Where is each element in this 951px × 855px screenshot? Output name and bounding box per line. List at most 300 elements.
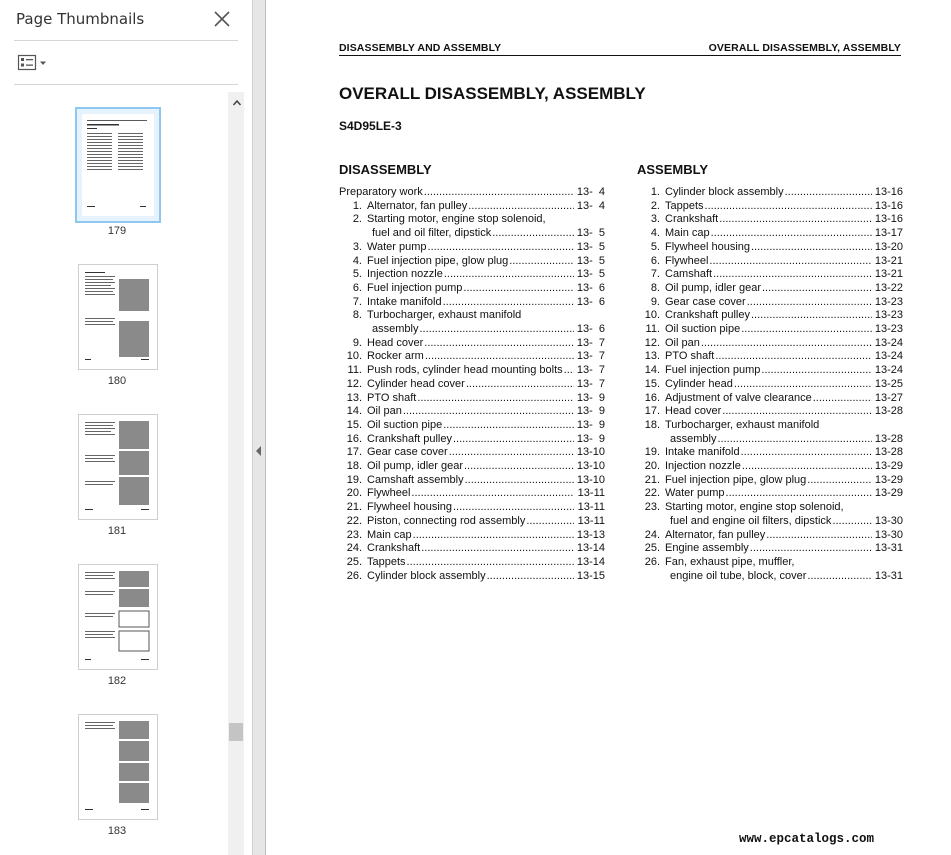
- toc-entry: [339, 296, 605, 310]
- toc-entry: [339, 542, 605, 556]
- toc-entry-label: Crankshaft: [367, 542, 421, 555]
- toc-entry: [637, 515, 903, 529]
- toc-entry: [637, 487, 903, 501]
- toc-page-ref: 13-29: [874, 473, 903, 486]
- toc-entry-label: engine oil tube, block, cover: [670, 569, 807, 582]
- toc-entry-label: Head cover: [367, 336, 424, 349]
- toc-leader-dots: [807, 474, 872, 488]
- toc-entry-label: Fuel injection pump: [367, 281, 463, 294]
- thumbnail-page-number: 179: [107, 225, 127, 237]
- toc-leader-dots: [751, 309, 872, 323]
- toc-page-ref: 13- 7: [576, 364, 605, 377]
- toc-entry-number: 7.: [650, 268, 660, 281]
- toc-entry-label: Oil pump, idler gear: [665, 281, 761, 294]
- toc-entry-label: Main cap: [665, 227, 710, 240]
- toc-entry-label: Head cover: [665, 405, 722, 418]
- disassembly-list: [339, 186, 605, 583]
- panel-divider: [14, 84, 238, 85]
- toc-leader-dots: [411, 487, 574, 501]
- toc-entry: [637, 227, 903, 241]
- toc-entry-label: Alternator, fan pulley: [665, 528, 766, 541]
- toc-entry: [339, 255, 605, 269]
- toc-leader-dots: [463, 282, 574, 296]
- toc-page-ref: 13-16: [874, 186, 903, 198]
- toc-leader-dots: [487, 570, 574, 584]
- toc-entry-label: Starting motor, engine stop solenoid,: [665, 501, 844, 514]
- toc-entry-label: Fuel injection pump: [665, 364, 761, 377]
- toc-entry-label: Injection nozzle: [665, 460, 741, 473]
- toc-entry-label: Oil suction pipe: [665, 323, 741, 336]
- toc-leader-dots: [813, 392, 872, 406]
- model-subtitle: S4D95LE-3: [339, 119, 402, 133]
- toc-entry-number: 13.: [644, 350, 660, 363]
- toc-leader-dots: [417, 392, 574, 406]
- toc-leader-dots: [719, 213, 872, 227]
- thumbnail-page-preview: [82, 114, 154, 216]
- page-thumbnail[interactable]: [78, 564, 158, 670]
- toc-page-ref: 13- 5: [576, 268, 605, 281]
- toc-leader-dots: [747, 296, 872, 310]
- toc-page-ref: 13-10: [576, 446, 605, 459]
- toc-entry-label: Piston, connecting rod assembly: [367, 514, 526, 527]
- toc-entry-number: 21.: [346, 501, 362, 514]
- toc-page-ref: 13- 6: [576, 295, 605, 308]
- toc-page-ref: 13-15: [576, 569, 605, 582]
- toc-entry-number: 20.: [346, 487, 362, 500]
- toc-entry: [339, 419, 605, 433]
- toc-page-ref: 13-20: [874, 240, 903, 253]
- toc-entry-label: Turbocharger, exhaust manifold: [665, 418, 820, 431]
- toc-page-ref: 13-14: [576, 542, 605, 555]
- toc-entry: [637, 213, 903, 227]
- toc-leader-dots: [407, 556, 574, 570]
- toc-entry-label: Flywheel: [665, 254, 709, 267]
- collapse-panel-icon[interactable]: [254, 444, 264, 458]
- toc-leader-dots: [741, 323, 872, 337]
- toc-entry: [637, 364, 903, 378]
- toc-entry: [339, 350, 605, 364]
- toc-entry-label: fuel and engine oil filters, dipstick: [670, 514, 832, 527]
- toc-leader-dots: [509, 255, 574, 269]
- toc-leader-dots: [564, 364, 574, 378]
- toc-page-ref: 13- 9: [576, 405, 605, 418]
- toc-entry: [637, 186, 903, 200]
- toc-page-ref: 13- 9: [576, 391, 605, 404]
- toc-entry-number: 19.: [644, 446, 660, 459]
- toc-entry: [637, 556, 903, 570]
- toc-entry-number: 10.: [644, 309, 660, 322]
- toc-entry-number: 5.: [352, 268, 362, 281]
- page-thumbnail[interactable]: [75, 107, 161, 223]
- scroll-up-icon[interactable]: [232, 95, 242, 105]
- toc-entry: [339, 405, 605, 419]
- toc-entry: [637, 255, 903, 269]
- toc-leader-dots: [807, 570, 872, 584]
- toc-entry: [637, 419, 903, 433]
- running-header-left: DISASSEMBLY AND ASSEMBLY: [339, 42, 502, 54]
- toc-entry-label: Oil pump, idler gear: [367, 460, 463, 473]
- toc-entry: [339, 501, 605, 515]
- toc-entry: [637, 392, 903, 406]
- toc-leader-dots: [413, 529, 574, 543]
- toc-page-ref: 13- 9: [576, 418, 605, 431]
- toc-entry: [637, 200, 903, 214]
- toc-leader-dots: [734, 378, 872, 392]
- toc-entry-number: 18.: [346, 460, 362, 473]
- toc-leader-dots: [726, 487, 872, 501]
- panel-title: Page Thumbnails: [16, 10, 145, 28]
- toc-entry-number: 23.: [644, 501, 660, 514]
- footer-watermark: www.epcatalogs.com: [739, 832, 875, 846]
- toc-entry: [339, 570, 605, 584]
- toc-entry-label: Rocker arm: [367, 350, 424, 363]
- toc-leader-dots: [766, 529, 872, 543]
- toc-entry-number: 25.: [644, 542, 660, 555]
- toc-leader-dots: [832, 515, 872, 529]
- thumbnail-page-preview: [83, 719, 153, 815]
- toc-page-ref: 13-24: [874, 364, 903, 377]
- toc-entry-label: Crankshaft pulley: [367, 432, 452, 445]
- toc-entry-number: 3.: [352, 240, 362, 253]
- toc-entry-number: 2.: [352, 213, 362, 226]
- toc-entry-number: 22.: [644, 487, 660, 500]
- assembly-list: [637, 186, 903, 583]
- toc-entry: [339, 487, 605, 501]
- toc-entry: [637, 282, 903, 296]
- toc-leader-dots: [425, 350, 574, 364]
- toc-entry-number: 17.: [346, 446, 362, 459]
- toc-page-ref: 13-10: [576, 460, 605, 473]
- toc-entry-label: fuel and oil filter, dipstick: [372, 227, 492, 240]
- toc-entry-number: 9.: [650, 295, 660, 308]
- toc-entry-label: Crankshaft: [665, 213, 719, 226]
- toc-entry-number: 16.: [644, 391, 660, 404]
- toc-entry-number: 4.: [352, 254, 362, 267]
- toc-page-ref: 13- 5: [576, 254, 605, 267]
- panel-resize-handle[interactable]: [252, 0, 266, 855]
- toc-entry-number: 20.: [644, 460, 660, 473]
- page-title: OVERALL DISASSEMBLY, ASSEMBLY: [339, 84, 646, 103]
- toc-entry: [637, 405, 903, 419]
- toc-entry-number: 8.: [650, 281, 660, 294]
- toc-page-ref: 13-23: [874, 309, 903, 322]
- toc-entry-number: 15.: [346, 418, 362, 431]
- toc-entry-number: 10.: [346, 350, 362, 363]
- disassembly-heading: DISASSEMBLY: [339, 162, 432, 177]
- toc-entry-label: Camshaft assembly: [367, 473, 464, 486]
- toc-page-ref: 13- 4: [576, 199, 605, 212]
- toc-entry-label: Oil suction pipe: [367, 418, 443, 431]
- toc-entry-number: 13.: [346, 391, 362, 404]
- toc-entry-label: Adjustment of valve clearance: [665, 391, 812, 404]
- toc-entry-number: 3.: [650, 213, 660, 226]
- toc-entry-label: Cylinder head cover: [367, 377, 465, 390]
- toc-page-ref: 13-31: [874, 542, 903, 555]
- toc-entry-label: Cylinder block assembly: [665, 186, 784, 198]
- toc-entry-label: Cylinder head: [665, 377, 733, 390]
- toc-entry: [637, 337, 903, 351]
- toc-entry-number: 14.: [346, 405, 362, 418]
- toc-page-ref: 13-16: [874, 199, 903, 212]
- toc-entry-number: 11.: [645, 323, 660, 336]
- toc-entry-number: 22.: [346, 514, 362, 527]
- toc-entry: [637, 433, 903, 447]
- thumbnail-page-preview: [83, 419, 153, 515]
- toc-entry: [637, 446, 903, 460]
- toc-entry-number: 6.: [352, 281, 362, 294]
- toc-entry: [637, 460, 903, 474]
- toc-page-ref: 13-28: [874, 432, 903, 445]
- toc-entry: [339, 446, 605, 460]
- thumbnail-page-preview: [83, 569, 153, 665]
- toc-page-ref: 13-13: [576, 528, 605, 541]
- toc-leader-dots: [751, 241, 872, 255]
- toc-leader-dots: [785, 186, 872, 200]
- toc-entry-number: 19.: [346, 473, 362, 486]
- toc-entry-number: 26.: [644, 555, 660, 568]
- toc-entry-label: Gear case cover: [367, 446, 448, 459]
- toc-leader-dots: [453, 433, 574, 447]
- toc-entry-label: Fuel injection pipe, glow plug: [367, 254, 509, 267]
- toc-entry: [339, 200, 605, 214]
- scrollbar-thumb[interactable]: [229, 723, 243, 741]
- thumbnail-list: [0, 92, 228, 855]
- toc-leader-dots: [711, 227, 872, 241]
- toc-page-ref: 13-30: [874, 528, 903, 541]
- toc-entry: [339, 364, 605, 378]
- toc-leader-dots: [761, 364, 872, 378]
- toc-leader-dots: [466, 378, 574, 392]
- toc-entry: [637, 542, 903, 556]
- toc-entry-label: Crankshaft pulley: [665, 309, 750, 322]
- toc-page-ref: 13-14: [576, 555, 605, 568]
- toc-leader-dots: [709, 255, 872, 269]
- toc-entry-label: Water pump: [367, 240, 427, 253]
- page-thumbnail[interactable]: [78, 414, 158, 520]
- toc-entry-number: 17.: [644, 405, 660, 418]
- toc-entry: [339, 323, 605, 337]
- toc-entry-label: Oil pan: [665, 336, 700, 349]
- toc-leader-dots: [701, 337, 872, 351]
- toc-entry-label: Intake manifold: [665, 446, 740, 459]
- toc-page-ref: 13- 7: [576, 377, 605, 390]
- toc-entry: [339, 213, 605, 227]
- toc-entry-number: 23.: [346, 528, 362, 541]
- thumbnail-options-icon[interactable]: [17, 53, 49, 73]
- toc-entry: [637, 474, 903, 488]
- toc-page-ref: 13- 4: [576, 186, 605, 198]
- toc-entry: [339, 433, 605, 447]
- toc-entry: [637, 570, 903, 584]
- thumbnail-page-number: 182: [107, 675, 127, 687]
- toc-entry: [637, 268, 903, 282]
- toc-entry-number: 21.: [644, 473, 660, 486]
- page-thumbnail[interactable]: [78, 714, 158, 820]
- toc-entry-label: Intake manifold: [367, 295, 442, 308]
- toc-entry-label: Preparatory work: [339, 186, 423, 198]
- toc-page-ref: 13-22: [874, 281, 903, 294]
- toc-page-ref: 13- 7: [576, 350, 605, 363]
- toc-page-ref: 13-28: [874, 446, 903, 459]
- toc-leader-dots: [421, 542, 574, 556]
- toc-entry-label: Tappets: [367, 555, 406, 568]
- toc-leader-dots: [722, 405, 872, 419]
- toc-entry: [637, 241, 903, 255]
- toc-page-ref: 13- 6: [576, 281, 605, 294]
- document-page: [266, 0, 951, 855]
- toc-entry: [637, 323, 903, 337]
- toc-entry-label: Gear case cover: [665, 295, 746, 308]
- panel-divider: [14, 40, 238, 41]
- toc-leader-dots: [713, 268, 872, 282]
- toc-page-ref: 13-17: [874, 227, 903, 240]
- toc-leader-dots: [750, 542, 872, 556]
- toc-entry-number: 18.: [644, 418, 660, 431]
- toc-entry: [637, 296, 903, 310]
- toc-entry-number: 12.: [346, 377, 362, 390]
- toc-leader-dots: [464, 460, 574, 474]
- toc-page-ref: 13- 5: [576, 227, 605, 240]
- thumbnail-page-number: 180: [107, 375, 127, 387]
- toc-page-ref: 13- 5: [576, 240, 605, 253]
- toc-entry-label: Injection nozzle: [367, 268, 443, 281]
- thumbnail-page-number: 181: [107, 525, 127, 537]
- toc-entry-number: 16.: [346, 432, 362, 445]
- toc-page-ref: 13- 9: [576, 432, 605, 445]
- toc-leader-dots: [403, 405, 574, 419]
- toc-entry: [339, 556, 605, 570]
- running-header-right: OVERALL DISASSEMBLY, ASSEMBLY: [708, 42, 901, 54]
- toc-page-ref: 13-16: [874, 213, 903, 226]
- toc-page-ref: 13-29: [874, 487, 903, 500]
- toc-page-ref: 13-10: [576, 473, 605, 486]
- toc-leader-dots: [468, 200, 574, 214]
- toc-leader-dots: [449, 446, 574, 460]
- thumbnail-page-number: 183: [107, 825, 127, 837]
- toc-leader-dots: [444, 268, 574, 282]
- toc-entry-number: 9.: [352, 336, 362, 349]
- toc-entry: [339, 515, 605, 529]
- toc-entry-label: Alternator, fan pulley: [367, 199, 468, 212]
- toc-entry-label: PTO shaft: [665, 350, 715, 363]
- toc-entry-number: 2.: [650, 199, 660, 212]
- toc-page-ref: 13-24: [874, 336, 903, 349]
- toc-entry-label: assembly: [670, 432, 717, 445]
- toc-entry-label: Oil pan: [367, 405, 402, 418]
- toc-entry-number: 15.: [644, 377, 660, 390]
- toc-entry-number: 24.: [644, 528, 660, 541]
- thumbnail-page-preview: [83, 269, 153, 365]
- toc-page-ref: 13- 7: [576, 336, 605, 349]
- toc-entry: [339, 282, 605, 296]
- toc-entry-label: Camshaft: [665, 268, 713, 281]
- toc-entry: [637, 529, 903, 543]
- toc-entry: [339, 474, 605, 488]
- thumbnails-panel: [0, 0, 252, 855]
- toc-page-ref: 13-25: [874, 377, 903, 390]
- toc-entry-label: Water pump: [665, 487, 725, 500]
- toc-page-ref: 13-11: [577, 514, 605, 527]
- toc-leader-dots: [443, 419, 574, 433]
- toc-leader-dots: [762, 282, 872, 296]
- toc-page-ref: 13-27: [874, 391, 903, 404]
- toc-entry: [637, 350, 903, 364]
- toc-page-ref: 13-21: [874, 268, 903, 281]
- page-thumbnail[interactable]: [78, 264, 158, 370]
- toc-page-ref: 13-23: [874, 295, 903, 308]
- toc-page-ref: 13-29: [874, 460, 903, 473]
- toc-leader-dots: [715, 350, 872, 364]
- toc-entry-label: Fan, exhaust pipe, muffler,: [665, 555, 795, 568]
- toc-entry: [339, 337, 605, 351]
- toc-entry-label: Main cap: [367, 528, 412, 541]
- toc-page-ref: 13-21: [874, 254, 903, 267]
- toc-leader-dots: [465, 474, 574, 488]
- toc-page-ref: 13-11: [577, 501, 605, 514]
- toc-entry: [339, 186, 605, 200]
- panel-header: [0, 0, 252, 40]
- toc-entry-label: PTO shaft: [367, 391, 417, 404]
- toc-entry: [637, 501, 903, 515]
- toc-entry-label: Flywheel housing: [665, 240, 750, 253]
- toc-leader-dots: [424, 186, 574, 200]
- toc-entry-number: 11.: [347, 364, 362, 377]
- toc-leader-dots: [443, 296, 574, 310]
- toc-leader-dots: [419, 323, 574, 337]
- close-icon[interactable]: [212, 9, 232, 29]
- toc-entry-number: 12.: [644, 336, 660, 349]
- toc-leader-dots: [705, 200, 872, 214]
- toc-entry: [339, 268, 605, 282]
- toc-entry-number: 24.: [346, 542, 362, 555]
- toc-entry: [339, 241, 605, 255]
- toc-entry-label: Tappets: [665, 199, 704, 212]
- disassembly-column: [339, 162, 605, 583]
- toc-entry-number: 4.: [650, 227, 660, 240]
- toc-entry-number: 14.: [644, 364, 660, 377]
- toc-entry-number: 6.: [650, 254, 660, 267]
- header-rule: [339, 55, 901, 56]
- toc-leader-dots: [717, 433, 872, 447]
- toc-entry-number: 8.: [352, 309, 362, 322]
- toc-leader-dots: [742, 460, 872, 474]
- toc-leader-dots: [428, 241, 574, 255]
- toc-page-ref: 13-11: [577, 487, 605, 500]
- toc-entry: [339, 529, 605, 543]
- toc-entry-label: Push rods, cylinder head mounting bolts: [367, 364, 563, 377]
- toc-page-ref: 13-28: [874, 405, 903, 418]
- toc-leader-dots: [526, 515, 574, 529]
- toc-entry-label: assembly: [372, 323, 419, 336]
- toc-page-ref: 13-24: [874, 350, 903, 363]
- toc-entry-number: 1.: [650, 186, 660, 198]
- toc-leader-dots: [424, 337, 574, 351]
- toc-page-ref: 13-23: [874, 323, 903, 336]
- toc-entry: [339, 392, 605, 406]
- assembly-column: [637, 162, 903, 583]
- toc-leader-dots: [741, 446, 872, 460]
- toc-entry: [339, 309, 605, 323]
- toc-entry-label: Flywheel housing: [367, 501, 452, 514]
- assembly-heading: ASSEMBLY: [637, 162, 709, 177]
- toc-entry-label: Flywheel: [367, 487, 411, 500]
- toc-entry-label: Fuel injection pipe, glow plug: [665, 473, 807, 486]
- toc-entry: [339, 227, 605, 241]
- toc-entry-label: Starting motor, engine stop solenoid,: [367, 213, 546, 226]
- toc-leader-dots: [453, 501, 574, 515]
- toc-entry-number: 7.: [352, 295, 362, 308]
- toc-entry-label: Turbocharger, exhaust manifold: [367, 309, 522, 322]
